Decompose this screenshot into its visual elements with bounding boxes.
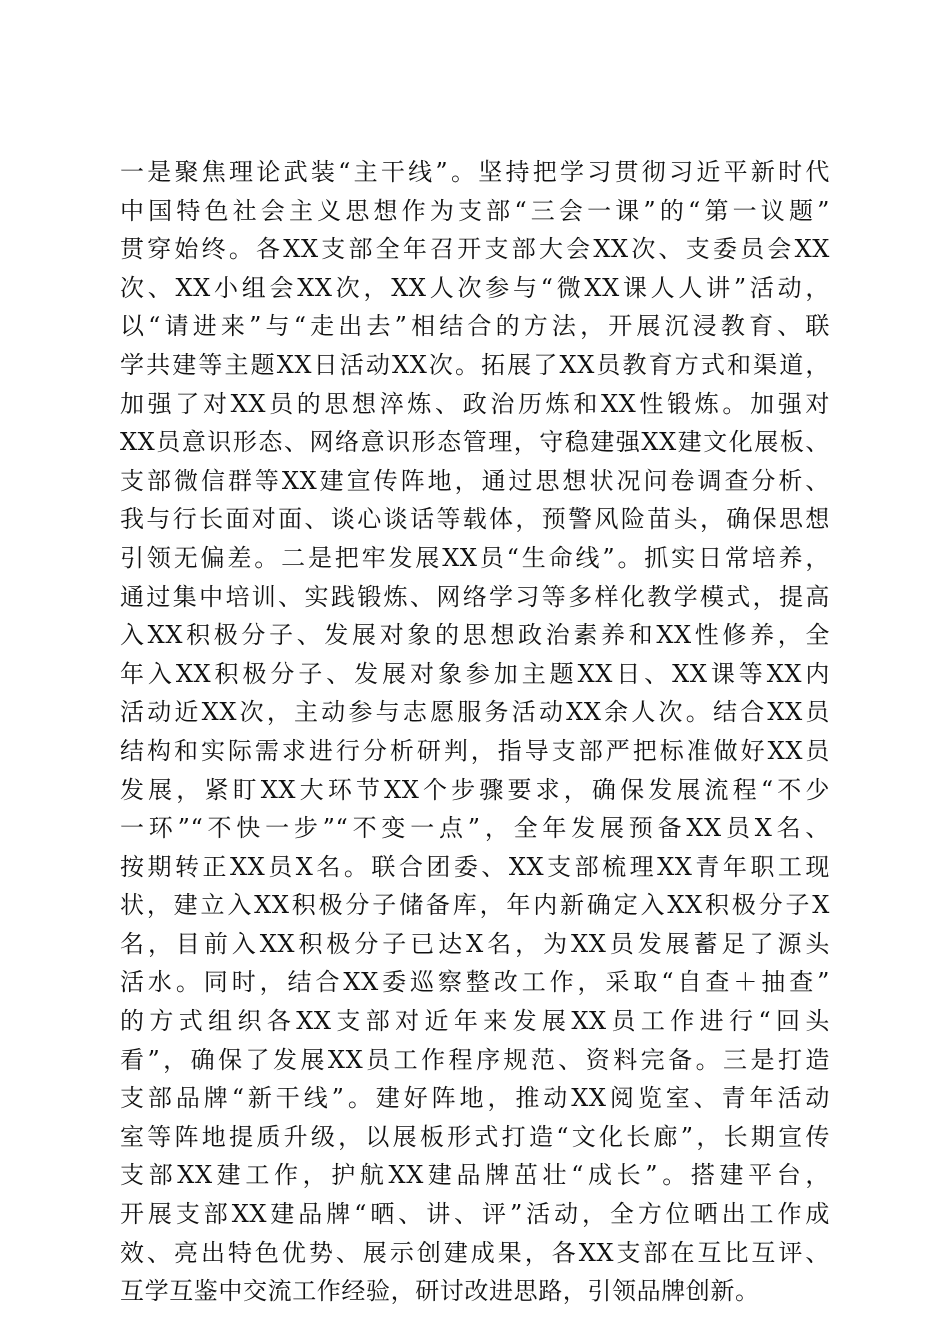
text-line: 开展支部XX建品牌“晒、讲、评”活动，全方位晒出工作成 (120, 1200, 830, 1229)
text-line: 活动近XX次，主动参与志愿服务活动XX余人次。结合XX员 (120, 698, 830, 727)
text-line: 年入XX积极分子、发展对象参加主题XX日、XX课等XX内 (120, 659, 830, 688)
text-line: 加强了对XX员的思想淬炼、政治历炼和XX性锻炼。加强对 (120, 389, 830, 418)
text-line: 次、XX小组会XX次，XX人次参与“微XX课人人讲”活动， (120, 273, 830, 302)
text-line: 学共建等主题XX日活动XX次。拓展了XX员教育方式和渠道， (120, 350, 830, 379)
text-line: 引领无偏差。二是把牢发展XX员“生命线”。抓实日常培养， (120, 543, 830, 572)
text-line: 状，建立入XX积极分子储备库，年内新确定入XX积极分子X (120, 891, 830, 920)
text-line: 贯穿始终。各XX支部全年召开支部大会XX次、支委员会XX (120, 235, 830, 264)
body-paragraph (120, 153, 830, 1311)
text-line: 发展，紧盯XX大环节XX个步骤要求，确保发展流程“不少 (120, 775, 830, 804)
text-line: 按期转正XX员X名。联合团委、XX支部梳理XX青年职工现 (120, 852, 830, 881)
text-line: 我与行长面对面、谈心谈话等载体，预警风险苗头，确保思想 (120, 505, 830, 534)
text-line: 支部XX建工作，护航XX建品牌茁壮“成长”。搭建平台， (120, 1161, 830, 1190)
text-line: 支部微信群等XX建宣传阵地，通过思想状况问卷调查分析、 (120, 466, 830, 495)
text-line: 看”，确保了发展XX员工作程序规范、资料完备。三是打造 (120, 1045, 830, 1074)
text-line: 支部品牌“新干线”。建好阵地，推动XX阅览室、青年活动 (120, 1084, 830, 1113)
text-line: 效、亮出特色优势、展示创建成果，各XX支部在互比互评、 (120, 1238, 830, 1267)
text-line: 通过集中培训、实践锻炼、网络学习等多样化教学模式，提高 (120, 582, 830, 611)
text-line: 室等阵地提质升级，以展板形式打造“文化长廊”，长期宣传 (120, 1122, 830, 1151)
text-line: 结构和实际需求进行分析研判，指导支部严把标准做好XX员 (120, 736, 830, 765)
text-line: 入XX积极分子、发展对象的思想政治素养和XX性修养，全 (120, 621, 830, 650)
text-line: 中国特色社会主义思想作为支部“三会一课”的“第一议题” (120, 196, 830, 225)
text-line: 名，目前入XX积极分子已达X名，为XX员发展蓄足了源头 (120, 929, 830, 958)
text-line: 互学互鉴中交流工作经验，研讨改进思路，引领品牌创新。 (120, 1277, 760, 1306)
text-line: 一环”“不快一步”“不变一点”，全年发展预备XX员X名、 (120, 814, 830, 843)
text-line: 活水。同时，结合XX委巡察整改工作，采取“自查＋抽查” (120, 968, 830, 997)
text-line: 一是聚焦理论武装“主干线”。坚持把学习贯彻习近平新时代 (120, 158, 830, 186)
text-line: XX员意识形态、网络意识形态管理，守稳建强XX建文化展板、 (120, 428, 830, 457)
text-line: 以“请进来”与“走出去”相结合的方法，开展沉浸教育、联 (120, 312, 830, 341)
text-line: 的方式组织各XX支部对近年来发展XX员工作进行“回头 (120, 1007, 830, 1036)
